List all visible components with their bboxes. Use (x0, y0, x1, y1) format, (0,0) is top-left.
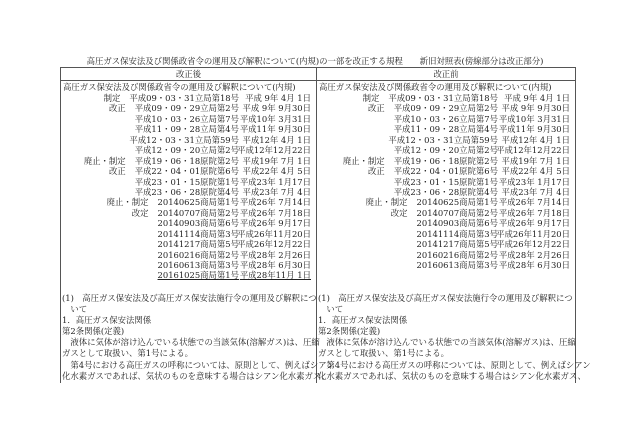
body-line: (1) 高圧ガス保安法及び高圧ガス保安法施行令の運用及び解釈につ (318, 293, 573, 303)
body-line: 第2条関係(定義) (318, 326, 381, 337)
revision-date: 平成28年 2月26日 (498, 249, 570, 260)
body-text-before (318, 293, 591, 382)
revision-entry (61, 124, 316, 134)
body-line: 第4号における高圧ガスの呼称については、原則として、例えばシアン (318, 359, 591, 370)
body-line: 1．高圧ガス保安法関係 (62, 315, 152, 326)
revision-number: 20160613商局第3号 (157, 260, 239, 270)
revision-number: 平成12・03・31立局第59号 (388, 134, 498, 145)
revision-date: 平成28年11月 1日 (239, 270, 311, 281)
body-line: ガスとして取扱い、第1号による。 (318, 348, 449, 359)
rule-title-before: 高圧ガス保安法及び関係政省令の運用及び解釈について(内規) (319, 82, 552, 92)
revision-number: 20160613商局第3号 (416, 260, 498, 270)
revision-history-before (317, 93, 575, 270)
revision-number: 20140903商局第6号 (416, 218, 498, 229)
revision-label-number (394, 114, 498, 124)
revision-number: 20140707商局第2号 (157, 207, 239, 218)
revision-date: 平成26年 7月18日 (239, 207, 311, 218)
revision-entry (61, 229, 316, 239)
revision-date: 平成28年 2月26日 (239, 249, 311, 260)
revision-label-number (417, 229, 498, 239)
column-before (317, 67, 591, 383)
revision-date: 平成 9年 4月 1日 (504, 93, 570, 103)
revision-number: 20160216商局第2号 (416, 249, 498, 260)
revision-label-number (394, 145, 498, 155)
revision-entry (317, 208, 575, 218)
revision-entry (317, 229, 575, 239)
revision-number: 20140625商局第1号 (416, 197, 498, 208)
revision-label-number (394, 124, 498, 134)
revision-number: 20161025商局第1号 (157, 270, 239, 281)
revision-entry (61, 260, 316, 270)
revision-date: 平成12年12月22日 (237, 145, 311, 156)
revision-date: 平成22年 4月 5日 (242, 166, 311, 177)
body-line: 第4号における高圧ガスの呼称については、原則として、例えばシアン (62, 359, 335, 370)
revision-type: 改正 (108, 166, 126, 177)
revision-date: 平成26年 7月14日 (498, 197, 570, 208)
revision-label-number (135, 145, 239, 155)
body-line: 第2条関係(定義) (62, 326, 125, 337)
body-text-after (62, 293, 335, 382)
revision-label-number (135, 187, 239, 197)
revision-label-number (158, 250, 239, 260)
body-line: 1．高圧ガス保安法関係 (318, 315, 408, 326)
revision-label-number (394, 187, 498, 197)
revision-number: 平成10・03・26立局第7号 (393, 113, 498, 124)
revision-date: 平成28年 6月30日 (498, 260, 570, 270)
revision-date: 平成23年 1月17日 (239, 176, 311, 187)
revision-type: 制定 (362, 93, 380, 103)
revision-number: 20140903商局第6号 (157, 218, 239, 229)
revision-entry (317, 250, 575, 260)
revision-type: 廃止・制定 (342, 155, 385, 166)
revision-label-number (417, 239, 498, 249)
revision-entry (61, 103, 316, 113)
revision-number: 平成23・06・28原院第4号 (393, 186, 498, 197)
body-line: (1) 高圧ガス保安法及び高圧ガス保安法施行令の運用及び解釈につ (62, 293, 317, 303)
revision-date: 平成26年 9月17日 (239, 218, 311, 229)
revision-entry (317, 145, 575, 155)
revision-date: 平成26年12月22日 (496, 239, 570, 250)
revision-entry (317, 135, 575, 145)
revision-label-number (391, 208, 498, 218)
revision-label-number (104, 93, 239, 103)
revision-number: 平成23・01・15原院第1号 (393, 176, 498, 187)
revision-entry (317, 114, 575, 124)
document-title: 高圧ガス保安法及び関係政省令の運用及び解釈について(内規)の一部を改正する規程 新旧対照表(傍線部分は改正部分) (86, 56, 544, 66)
revision-type: 制定 (103, 93, 121, 103)
revision-label-number (109, 103, 239, 113)
revision-type: 廃止・制定 (365, 197, 408, 208)
revision-number: 平成12・03・31立局第59号 (129, 134, 239, 145)
revision-entry (317, 239, 575, 249)
revision-entry (317, 177, 575, 187)
revision-date: 平成28年 6月30日 (239, 260, 311, 270)
revision-label-number (158, 218, 239, 228)
revision-label-number (129, 135, 239, 145)
column-header-before: 改正前 (317, 67, 575, 81)
revision-entry (61, 218, 316, 228)
revision-number: 平成22・04・01原院第6号 (393, 166, 498, 177)
revision-entry (61, 135, 316, 145)
revision-entry (61, 145, 316, 155)
revision-label-number (158, 270, 239, 280)
revision-date: 平成 9年 9月30日 (242, 103, 311, 114)
revision-entry (317, 93, 575, 103)
body-line: いて (318, 304, 344, 315)
revision-entry (61, 166, 316, 176)
revision-label-number (343, 156, 498, 166)
revision-number: 平成10・03・26立局第7号 (134, 113, 239, 124)
revision-number: 平成09・03・31立局第18号 (129, 93, 239, 103)
revision-label-number (417, 218, 498, 228)
column-after (60, 67, 335, 383)
revision-entry (317, 124, 575, 134)
body-line: 液体に気体が溶け込んでいる状態での当該気体(溶解ガス)は、圧縮 (62, 337, 320, 348)
revision-entry (61, 156, 316, 166)
revision-label-number (368, 166, 498, 176)
revision-date: 平成11年 9月30日 (498, 124, 570, 135)
revision-number: 平成11・09・28立局第4号 (393, 124, 498, 135)
revision-entry (61, 177, 316, 187)
revision-label-number (368, 103, 498, 113)
revision-date: 平成26年 7月14日 (239, 197, 311, 208)
revision-number: 平成09・03・31立局第18号 (388, 93, 498, 103)
revision-type: 改正 (108, 103, 126, 114)
revision-entry (317, 187, 575, 197)
revision-date: 平成19年 7月 1日 (242, 155, 311, 166)
revision-number: 平成22・04・01原院第6号 (134, 166, 239, 177)
revision-date: 平成 9年 9月30日 (501, 103, 570, 114)
revision-date: 平成10年 3月31日 (498, 113, 570, 124)
revision-date: 平成12年 4月 1日 (242, 134, 311, 145)
revision-label-number (158, 260, 239, 270)
revision-label-number (388, 135, 498, 145)
revision-entry (61, 187, 316, 197)
revision-label-number (417, 250, 498, 260)
revision-number: 平成12・09・20立局第2号 (393, 145, 498, 156)
revision-number: 20140625商局第1号 (157, 197, 239, 208)
revision-label-number (158, 239, 239, 249)
revision-number: 平成12・09・20立局第2号 (134, 145, 239, 156)
revision-type: 改正 (367, 103, 385, 114)
revision-date: 平成22年 4月 5日 (501, 166, 570, 177)
revision-date: 平成26年11月20日 (237, 228, 311, 239)
revision-label-number (363, 93, 498, 103)
body-line: いて (62, 304, 88, 315)
revision-entry (61, 270, 316, 280)
revision-entry (61, 208, 316, 218)
revision-entry (317, 166, 575, 176)
body-line: ガスとして取扱い、第1号による。 (62, 348, 193, 359)
revision-entry (317, 156, 575, 166)
revision-date: 平成12年 4月 1日 (501, 134, 570, 145)
revision-number: 20160216商局第2号 (157, 249, 239, 260)
revision-date: 平成23年 7月 4日 (242, 186, 311, 197)
revision-label-number (132, 208, 239, 218)
revision-number: 平成23・01・15原院第1号 (134, 176, 239, 187)
revision-type: 改正 (367, 166, 385, 177)
revision-entry (317, 197, 575, 207)
column-header-after: 改正後 (61, 67, 316, 81)
body-line: 液体に気体が溶け込んでいる状態での当該気体(溶解ガス)は、圧縮 (318, 337, 576, 348)
revision-type: 改定 (131, 207, 149, 218)
revision-number: 平成09・09・29立局第2号 (393, 103, 498, 114)
revision-number: 20141114商局第3号 (416, 228, 498, 239)
revision-label-number (366, 197, 498, 207)
revision-label-number (107, 197, 239, 207)
revision-label-number (109, 166, 239, 176)
revision-label-number (135, 124, 239, 134)
revision-type: 廃止・制定 (83, 155, 126, 166)
revision-date: 平成23年 7月 4日 (501, 186, 570, 197)
revision-number: 平成11・09・28立局第4号 (134, 124, 239, 135)
revision-number: 20141217商局第5号 (416, 239, 498, 250)
revision-number: 平成19・06・18原院第2号 (393, 155, 498, 166)
revision-number: 平成19・06・18原院第2号 (134, 155, 239, 166)
body-line: 化水素ガスであれば、気状のものを意味する場合はシアン化水素ガス、 (62, 370, 330, 381)
rule-title-after: 高圧ガス保安法及び関係政省令の運用及び解釈について(内規) (63, 82, 296, 92)
revision-entry (61, 93, 316, 103)
revision-date: 平成 9年 4月 1日 (245, 93, 311, 103)
revision-history-after (61, 93, 316, 281)
revision-number: 20141114商局第3号 (157, 228, 239, 239)
revision-label-number (135, 114, 239, 124)
body-line: 化水素ガスであれば、気状のものを意味する場合はシアン化水素ガス、 (318, 370, 586, 381)
revision-label-number (417, 260, 498, 270)
revision-number: 20141217商局第5号 (157, 239, 239, 250)
revision-date: 平成26年11月20日 (496, 228, 570, 239)
revision-date: 平成26年12月22日 (237, 239, 311, 250)
revision-date: 平成10年 3月31日 (239, 113, 311, 124)
revision-number: 20140707商局第2号 (416, 207, 498, 218)
revision-label-number (158, 229, 239, 239)
revision-entry (317, 218, 575, 228)
revision-entry (61, 239, 316, 249)
revision-date: 平成19年 7月 1日 (501, 155, 570, 166)
revision-number: 平成23・06・28原院第4号 (134, 186, 239, 197)
revision-date: 平成23年 1月17日 (498, 176, 570, 187)
revision-type: 廃止・制定 (106, 197, 149, 208)
revision-date: 平成12年12月22日 (496, 145, 570, 156)
revision-entry (61, 250, 316, 260)
revision-date: 平成26年 7月18日 (498, 207, 570, 218)
revision-label-number (84, 156, 239, 166)
revision-entry (61, 114, 316, 124)
revision-label-number (394, 177, 498, 187)
revision-label-number (135, 177, 239, 187)
revision-entry (317, 103, 575, 113)
revision-date: 平成26年 9月17日 (498, 218, 570, 229)
revision-type: 改定 (390, 207, 408, 218)
revision-entry (317, 260, 575, 270)
revision-date: 平成11年 9月30日 (239, 124, 311, 135)
revision-entry (61, 197, 316, 207)
revision-number: 平成09・09・29立局第2号 (134, 103, 239, 114)
